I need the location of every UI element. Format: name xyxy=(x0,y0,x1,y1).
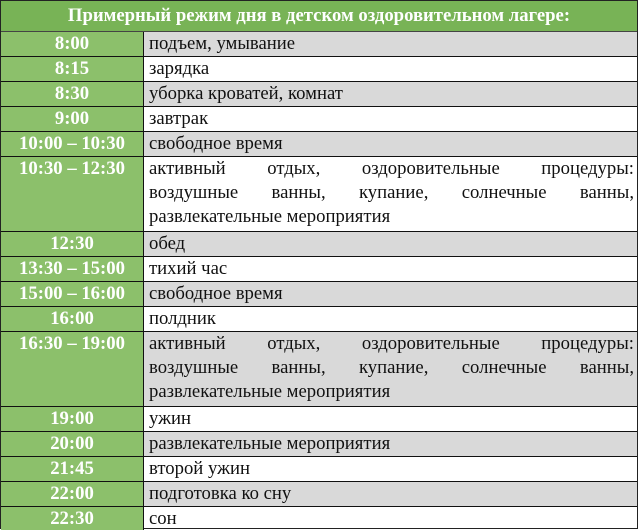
activity-cell: развлекательные мероприятия xyxy=(144,432,637,456)
activity-cell: подготовка ко сну xyxy=(144,482,637,506)
time-cell: 13:30 – 15:00 xyxy=(1,257,144,281)
table-row xyxy=(1,507,637,530)
activity-cell: полдник xyxy=(149,308,217,329)
schedule-title: Примерный режим дня в детском оздоровительном лагере: xyxy=(67,4,571,26)
table-row xyxy=(1,57,637,82)
time-cell: 8:30 xyxy=(1,82,144,106)
time-cell: 16:00 xyxy=(1,307,144,331)
table-row xyxy=(1,257,637,282)
activity-cell: тихий час xyxy=(149,258,228,279)
time-cell: 8:15 xyxy=(1,57,144,81)
time-cell: 12:30 xyxy=(1,232,144,256)
table-row xyxy=(1,432,637,457)
activity-cell xyxy=(144,332,637,406)
time-cell: 10:30 – 12:30 xyxy=(1,157,144,231)
activity-cell: зарядка xyxy=(149,58,210,79)
time-cell: 10:00 – 10:30 xyxy=(1,132,144,156)
table-row xyxy=(1,32,637,57)
table-row xyxy=(1,407,637,432)
activity-line: развлекательные мероприятия xyxy=(149,206,391,227)
time-cell: 22:30 xyxy=(1,507,144,530)
time-cell: 9:00 xyxy=(1,107,144,131)
activity-line: активный отдых, оздоровительные процедуры: xyxy=(149,333,634,354)
activity-cell: свободное время xyxy=(144,132,637,156)
time-cell: 22:00 xyxy=(1,482,144,506)
activity-cell: уборка кроватей, комнат xyxy=(144,82,637,106)
table-row xyxy=(1,307,637,332)
table-row xyxy=(1,282,637,307)
table-row xyxy=(1,132,637,157)
activity-cell xyxy=(144,157,637,231)
table-row xyxy=(1,482,637,507)
table-row xyxy=(1,82,637,107)
title-row xyxy=(1,1,637,32)
table-row xyxy=(1,332,637,407)
activity-line: воздушные ванны, купание, солнечные ванны, xyxy=(149,182,634,203)
activity-cell: ужин xyxy=(149,408,192,429)
table-row xyxy=(1,232,637,257)
activity-cell: подъем, умывание xyxy=(144,32,637,56)
time-cell: 15:00 – 16:00 xyxy=(1,282,144,306)
time-cell: 8:00 xyxy=(1,32,144,56)
activity-cell: обед xyxy=(144,232,637,256)
time-cell: 19:00 xyxy=(1,407,144,431)
activity-cell: завтрак xyxy=(149,108,209,129)
activity-line: развлекательные мероприятия xyxy=(149,381,391,402)
activity-line: активный отдых, оздоровительные процедуры: xyxy=(149,158,634,179)
time-cell: 21:45 xyxy=(1,457,144,481)
table-row xyxy=(1,457,637,482)
activity-line: воздушные ванны, купание, солнечные ванны, xyxy=(149,357,634,378)
activity-cell: сон xyxy=(149,508,177,529)
table-row xyxy=(1,157,637,232)
activity-cell: второй ужин xyxy=(149,458,250,479)
time-cell: 20:00 xyxy=(1,432,144,456)
time-cell: 16:30 – 19:00 xyxy=(1,332,144,406)
activity-cell: свободное время xyxy=(144,282,637,306)
table-row xyxy=(1,107,637,132)
